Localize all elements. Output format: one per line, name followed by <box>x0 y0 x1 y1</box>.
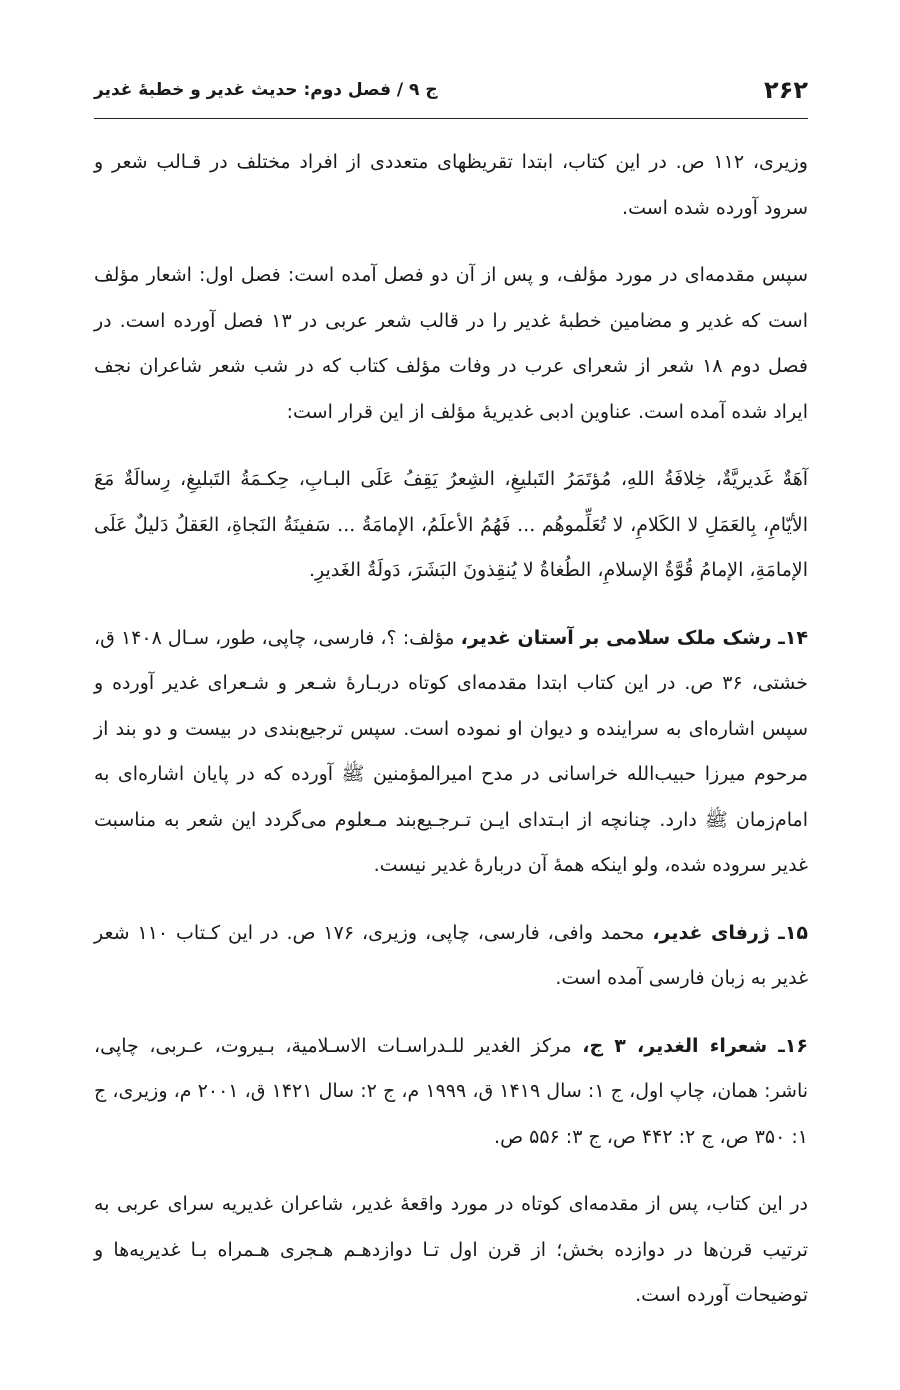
page-number: ۲۶۲ <box>764 76 808 104</box>
entry-16 <box>94 1024 808 1161</box>
entry-14-title: ۱۴ـ رشک ملک سلامی بر آستان غدیر، <box>460 626 808 649</box>
poem-titles: آهَةٌ غَديريَّةٌ، خِلافَةُ اللهِ، مُؤتَمَرُ التَبليغِ، الشِعرُ يَقِفُ عَلَى البـابِ، حِكـمَةُ التَبليغِ، رِسالَةٌ مَعَ الأيّامِ، بِالعَمَلِ لا الكَلامِ، لا تُعَلِّموهُم ... فَهُمُ الأعلَمُ، الإمامَةُ ... سَفينَةُ النَجاةِ، العَقلُ دَليلٌ عَلَى الإمامَةِ، الإمامُ قُوَّةُ الإسلامِ، الطُغاةُ لا يُنقِذونَ البَشَرَ، دَولَةُ الغَديرِ. <box>94 468 808 581</box>
paragraph-1: وزیری، ۱۱۲ ص. در این کتاب، ابتدا تقریظهای متعددی از افراد مختلف در قـالب شعر و سرود آورده شده است. <box>94 151 808 219</box>
entry-14 <box>94 616 808 889</box>
entry-16-title: ۱۶ـ شعراء الغدیر، ۳ ج، <box>582 1034 808 1057</box>
entry-15-text: محمد وافی، فارسی، چاپی، وزیری، ۱۷۶ ص. در این کـتاب ۱۱۰ شعر غدیر به زبان فارسی آمده است. <box>94 921 808 989</box>
paragraph-7: در این کتاب، پس از مقدمه‌ای کوتاه در مورد واقعهٔ غدیر، شاعران غدیریه سرای عربی به ترتیب قرن‌ها در دوازده بخش؛ از قرن اول تـا دوازدهـم هـجری هـمراه بـا غدیریه‌ها و توضیحات آورده است. <box>94 1193 808 1306</box>
paragraph-2: سپس مقدمه‌ای در مورد مؤلف، و پس از آن دو فصل آمده است: فصل اول: اشعار مؤلف است که غدیر و مضامین خطبهٔ غدیر را در قالب شعر عربی در ۱۳ فصل آورده است. در فصل دوم ۱۸ شعر از شعرای عرب در وفات مؤلف کتاب که در شب شعر شاعران نجف ایراد شده آمده است. عناوین ادبی غدیریهٔ مؤلف از این قرار است: <box>94 264 809 423</box>
running-title: ج ۹ / فصل دوم: حدیث غدیر و خطبهٔ غدیر <box>94 80 438 100</box>
entry-15 <box>94 911 808 1002</box>
entry-16-text: مرکز الغدیر للـدراسـات الاسـلامیة، بـیروت، عـربی، چاپی، ناشر: همان، چاپ اول، ج ۱: سال ۱۴۱۹ ق، ۱۹۹۹ م، ج ۲: سال ۱۴۲۱ ق، ۲۰۰۱ م، وزیری، ج ۱: ۳۵۰ ص، ج ۲: ۴۴۲ ص، ج ۳: ۵۵۶ ص. <box>94 1034 809 1148</box>
page-header <box>94 62 808 119</box>
entry-15-title: ۱۵ـ ژرفای غدیر، <box>652 921 809 944</box>
page-body <box>94 140 808 1319</box>
entry-14-text: مؤلف: ؟، فارسی، چاپی، طور، سـال ۱۴۰۸ ق، خشتی، ۳۶ ص. در این کتاب ابتدا مقدمه‌ای کوتاه دربـارهٔ شـعر و شـعرای غدیر آورده و سپس اشاره‌ای به سراینده و دیوان او نموده است. سپس ترجیع‌بندی در بیست و دو بند از مرحوم میرزا حبیب‌الله خراسانی در مدح امیرالمؤمنین ﷺ آورده که در پایان اشاره‌ای به امام‌زمان ﷺ دارد. چنانچه از ابـتدای ایـن تـرجـیع‌بند مـعلوم می‌گردد این شعر به مناسبت غدیر سروده شده، ولو اینکه همهٔ آن دربارهٔ غدیر نیست. <box>94 626 808 876</box>
